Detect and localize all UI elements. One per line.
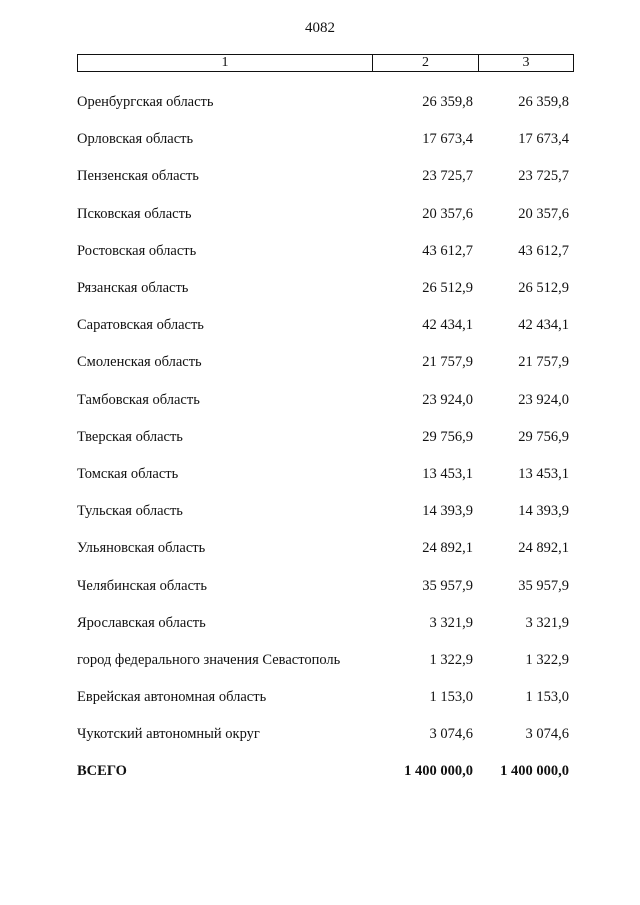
table-row (77, 567, 574, 604)
table-row (77, 307, 574, 344)
value-col2: 20 357,6 (422, 205, 473, 222)
value-col3: 3 074,6 (525, 726, 569, 743)
table-row (77, 493, 574, 530)
total-value-col3: 1 400 000,0 (500, 762, 569, 779)
table-row (77, 233, 574, 270)
table-row (77, 679, 574, 716)
total-label: ВСЕГО (77, 762, 127, 779)
region-name: Саратовская область (77, 317, 204, 334)
table-row (77, 456, 574, 493)
value-col3: 23 924,0 (518, 391, 569, 408)
value-col3: 3 321,9 (525, 614, 569, 631)
value-col2: 23 924,0 (422, 391, 473, 408)
region-name: Тульская область (77, 503, 183, 520)
table-row (77, 382, 574, 419)
value-col2: 23 725,7 (422, 168, 473, 185)
value-col2: 35 957,9 (422, 577, 473, 594)
value-col2: 42 434,1 (422, 317, 473, 334)
value-col3: 24 892,1 (518, 540, 569, 557)
table-row (77, 270, 574, 307)
value-col3: 1 153,0 (525, 689, 569, 706)
value-col2: 3 074,6 (429, 726, 473, 743)
region-name: город федерального значения Севастополь (77, 651, 341, 668)
region-name: Оренбургская область (77, 94, 214, 111)
value-col3: 14 393,9 (518, 503, 569, 520)
value-col2: 26 359,8 (422, 94, 473, 111)
region-name: Смоленская область (77, 354, 202, 371)
value-col2: 29 756,9 (422, 428, 473, 445)
value-col3: 21 757,9 (518, 354, 569, 371)
column-header-row (77, 54, 574, 72)
value-col2: 17 673,4 (422, 131, 473, 148)
region-name: Челябинская область (77, 577, 207, 594)
value-col3: 26 359,8 (518, 94, 569, 111)
total-value-col2: 1 400 000,0 (404, 762, 473, 779)
value-col2: 1 322,9 (429, 651, 473, 668)
column-header-3: 3 (522, 55, 530, 70)
region-name: Рязанская область (77, 280, 189, 297)
table-row (77, 158, 574, 195)
region-name: Пензенская область (77, 168, 199, 185)
value-col3: 20 357,6 (518, 205, 569, 222)
value-col2: 24 892,1 (422, 540, 473, 557)
table-row (77, 716, 574, 753)
value-col3: 35 957,9 (518, 577, 569, 594)
value-col2: 21 757,9 (422, 354, 473, 371)
region-name: Псковская область (77, 205, 192, 222)
table-row (77, 419, 574, 456)
table-row (77, 605, 574, 642)
region-name: Тверская область (77, 428, 183, 445)
table-row (77, 530, 574, 567)
region-name: Ярославская область (77, 614, 206, 631)
page-number: 4082 (305, 20, 335, 36)
table-row (77, 196, 574, 233)
value-col3: 29 756,9 (518, 428, 569, 445)
value-col2: 14 393,9 (422, 503, 473, 520)
value-col2: 13 453,1 (422, 465, 473, 482)
region-name: Тамбовская область (77, 391, 200, 408)
value-col3: 1 322,9 (525, 651, 569, 668)
value-col3: 23 725,7 (518, 168, 569, 185)
region-name: Орловская область (77, 131, 194, 148)
value-col3: 42 434,1 (518, 317, 569, 334)
region-name: Еврейская автономная область (77, 689, 267, 706)
table-row (77, 84, 574, 121)
value-col3: 43 612,7 (518, 242, 569, 259)
region-name: Ульяновская область (77, 540, 206, 557)
value-col2: 1 153,0 (429, 689, 473, 706)
column-header-1: 1 (78, 55, 373, 71)
value-col2: 26 512,9 (422, 280, 473, 297)
table-row (77, 642, 574, 679)
value-col2: 3 321,9 (429, 614, 473, 631)
table-body (77, 84, 574, 753)
region-name: Чукотский автономный округ (77, 726, 260, 743)
table-row (77, 121, 574, 158)
region-name: Ростовская область (77, 242, 197, 259)
table-row (77, 344, 574, 381)
value-col2: 43 612,7 (422, 242, 473, 259)
value-col3: 13 453,1 (518, 465, 569, 482)
column-header-2: 2 (373, 55, 479, 71)
value-col3: 17 673,4 (518, 131, 569, 148)
region-name: Томская область (77, 465, 179, 482)
total-row (77, 758, 574, 784)
value-col3: 26 512,9 (518, 280, 569, 297)
